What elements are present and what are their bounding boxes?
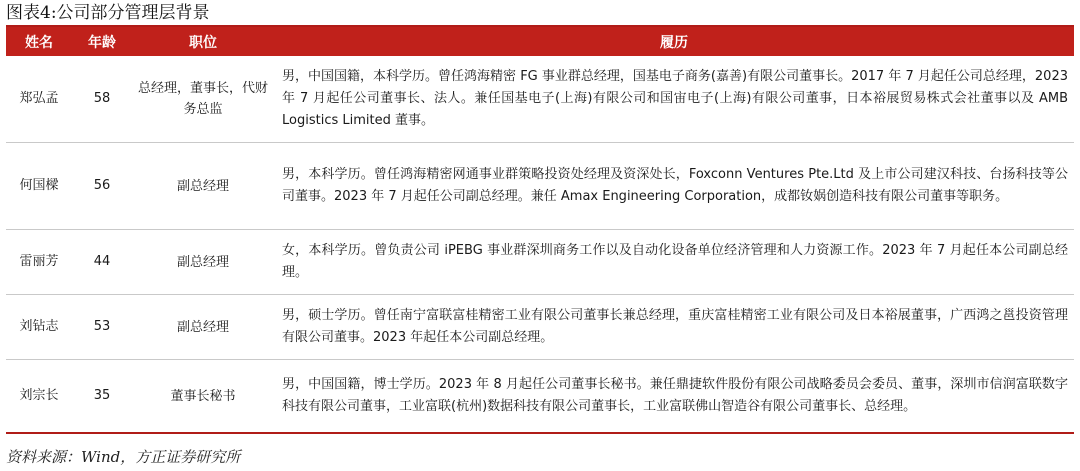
cell-position: 副总经理 [132, 230, 274, 295]
header-age: 年龄 [72, 27, 132, 56]
table-row [6, 230, 1074, 295]
cell-age: 35 [72, 360, 132, 434]
header-resume: 履历 [274, 27, 1074, 56]
cell-position: 总经理，董事长，代财务总监 [132, 56, 274, 143]
cell-position: 副总经理 [132, 295, 274, 360]
cell-resume: 男，硕士学历。曾任南宁富联富桂精密工业有限公司董事长兼总经理，重庆富桂精密工业有限公司及日本裕展董事，广西鸿之邕投资管理有限公司董事。2023 年起任本公司副总经理。 [274, 295, 1074, 360]
table-row [6, 360, 1074, 434]
management-table [6, 27, 1074, 434]
header-name: 姓名 [6, 27, 72, 56]
cell-name: 雷丽芳 [6, 230, 72, 295]
header-position: 职位 [132, 27, 274, 56]
cell-name: 刘宗长 [6, 360, 72, 434]
cell-resume: 男，中国国籍，博士学历。2023 年 8 月起任公司董事长秘书。兼任鼎捷软件股份有限公司战略委员会委员、董事，深圳市信润富联数字科技有限公司董事，工业富联(杭州)数据科技有限公司董事长，工业富联佛山智造谷有限公司董事长、总经理。 [274, 360, 1074, 434]
cell-resume: 女，本科学历。曾负责公司 iPEBG 事业群深圳商务工作以及自动化设备单位经济管理和人力资源工作。2023 年 7 月起任本公司副总经理。 [274, 230, 1074, 295]
cell-age: 58 [72, 56, 132, 143]
cell-position: 董事长秘书 [132, 360, 274, 434]
page-title: 图表4:公司部分管理层背景 [6, 3, 210, 23]
cell-name: 郑弘孟 [6, 56, 72, 143]
table-row [6, 295, 1074, 360]
table-header-row [6, 27, 1074, 56]
cell-position: 副总经理 [132, 143, 274, 230]
source-note: 资料来源：Wind，方正证券研究所 [6, 448, 241, 466]
cell-age: 53 [72, 295, 132, 360]
cell-name: 刘钻志 [6, 295, 72, 360]
cell-resume: 男，中国国籍，本科学历。曾任鸿海精密 FG 事业群总经理，国基电子商务(嘉善)有限公司董事长。2017 年 7 月起任公司总经理，2023 年 7 月起任公司董事长、法人。兼任国基电子(上海)有限公司和国宙电子(上海)有限公司董事，日本裕展贸易株式会社董事以及 AMB Logistics Limited 董事。 [274, 56, 1074, 143]
cell-resume: 男，本科学历。曾任鸿海精密网通事业群策略投资处经理及资深处长，Foxconn Ventures Pte.Ltd 及上市公司建汉科技、台扬科技等公司董事。2023 年 7 月起任公司副总经理。兼任 Amax Engineering Corporation，成都钕娲创造科技有限公司董事等职务。 [274, 143, 1074, 230]
table-row [6, 143, 1074, 230]
cell-age: 56 [72, 143, 132, 230]
cell-age: 44 [72, 230, 132, 295]
cell-name: 何国樑 [6, 143, 72, 230]
table-row [6, 56, 1074, 143]
